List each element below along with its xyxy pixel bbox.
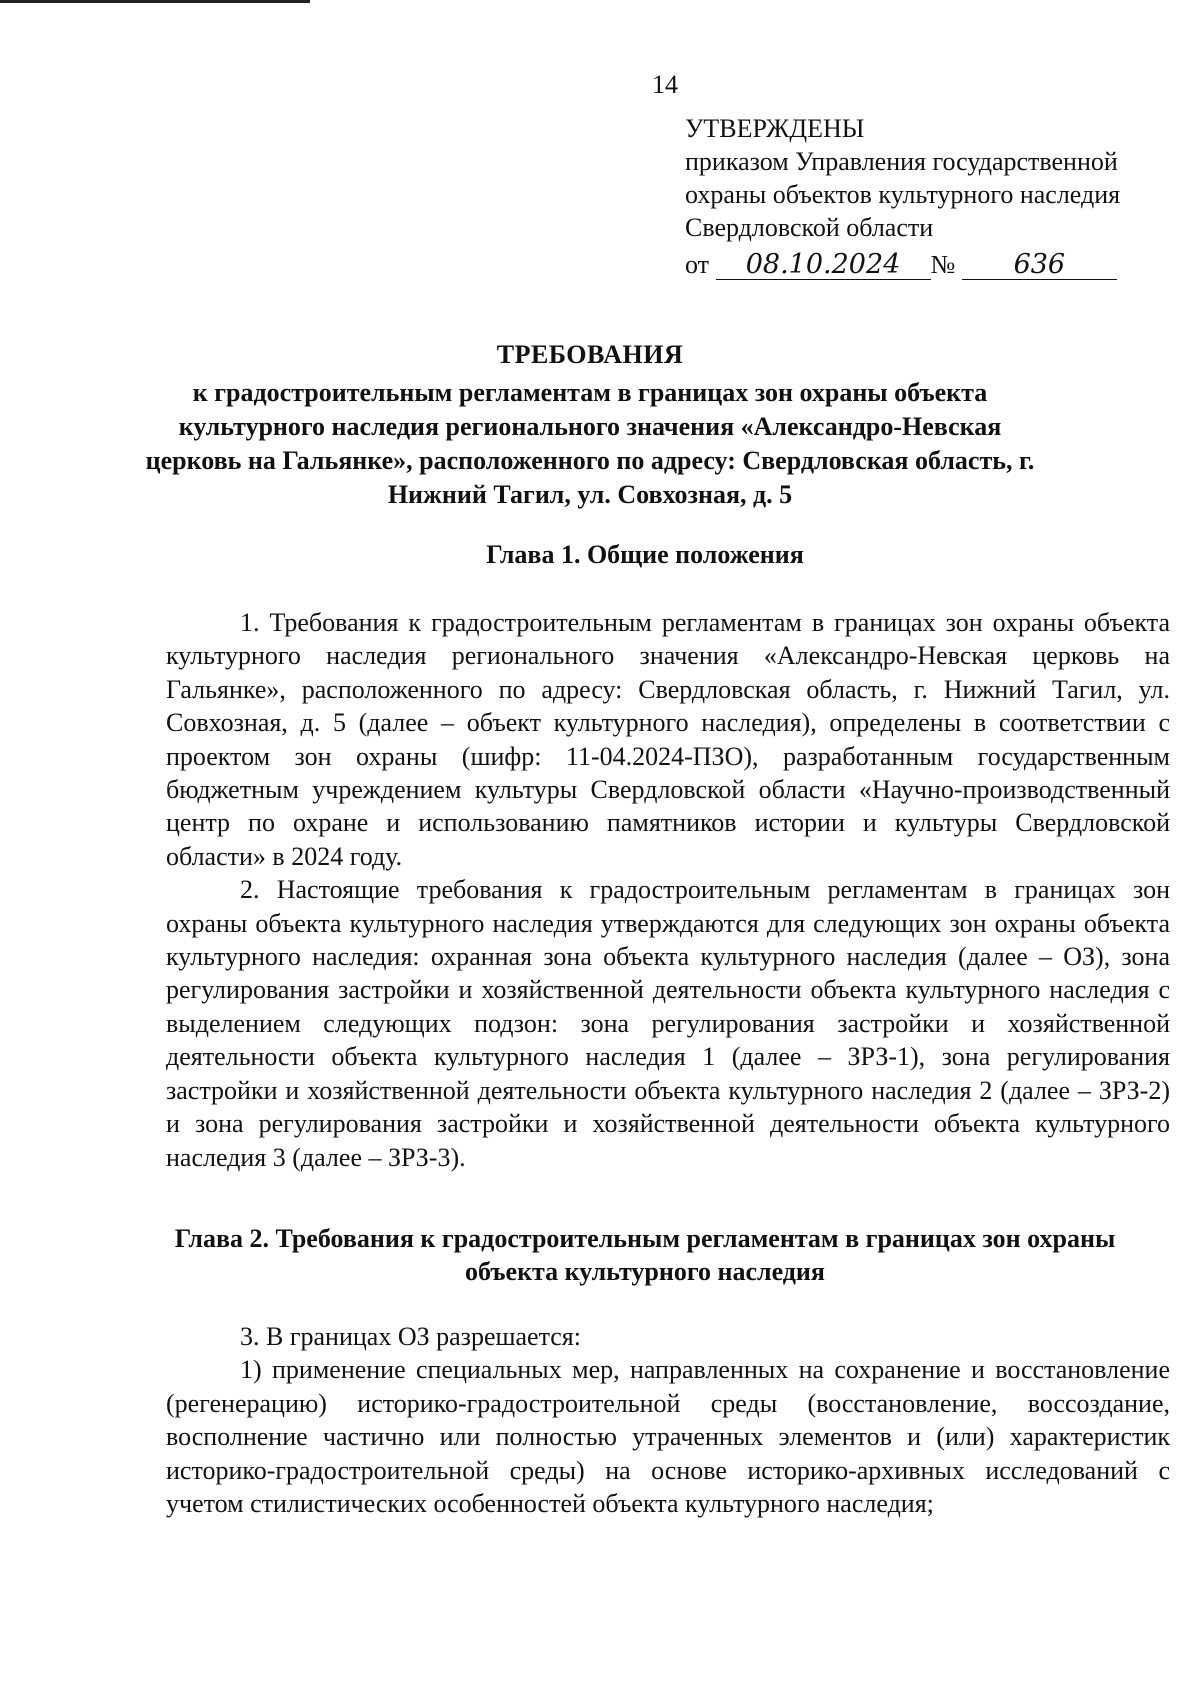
number-prefix: № — [930, 250, 956, 279]
paragraph-2: 2. Настоящие требования к градостроительным регламентам в границах зон охраны объекта культурного наследия утверждаются для следующих зон охраны объекта культурного наследия: охранная зона объекта культурного наследия (далее – ОЗ), зона регулирования застройки и хозяйственной деятельности объекта культурного наследия с выделением следующих подзон: зона регулирования застройки и хозяйственной деятельности объекта культурного наследия 1 (далее – ЗРЗ-1), зона регулирования застройки и хозяйственной деятельности объекта культурного наследия 2 (далее – ЗРЗ-2) и зона регулирования застройки и хозяйственной деятельности объекта культурного наследия 3 (далее – ЗРЗ-3). — [166, 875, 1170, 1172]
approval-line-1: приказом Управления государственной — [685, 147, 1118, 176]
chapter-2-body — [166, 1320, 1170, 1520]
approval-block — [685, 112, 1120, 281]
title-main: ТРЕБОВАНИЯ — [496, 340, 684, 369]
approval-heading: УТВЕРЖДЕНЫ — [685, 114, 865, 143]
chapter-1-body — [166, 606, 1170, 1174]
page-number: 14 — [652, 70, 678, 99]
handwritten-number: 636 — [962, 251, 1117, 280]
approval-line-3: Свердловской области — [685, 213, 934, 242]
chapter-2-heading: Глава 2. Требования к градостроительным регламентам в границах зон охраны объекта культурного наследия — [174, 1224, 1116, 1286]
chapter-1-heading: Глава 1. Общие положения — [486, 540, 804, 569]
document-title — [140, 338, 1040, 512]
approval-line-2: охраны объектов культурного наследия — [685, 180, 1121, 209]
paragraph-3-item-1: 1) применение специальных мер, направленных на сохранение и восстановление (регенерацию) историко-градостроительной среды (восстановление, воссоздание, восполнение частично или полностью утраченных элементов и (или) характеристик историко-градостроительной среды) на основе историко-архивных исследований с учетом стилистических особенностей объекта культурного наследия; — [166, 1355, 1170, 1519]
approval-date-line — [685, 248, 1120, 281]
date-prefix: от — [685, 250, 710, 279]
handwritten-date: 08.10.2024 — [716, 251, 931, 280]
paragraph-1: 1. Требования к градостроительным регламентам в границах зон охраны объекта культурного наследия регионального значения «Александро-Невская церковь на Гальянке», расположенного по адресу: Свердловская область, г. Нижний Тагил, ул. Совхозная, д. 5 (далее – объект культурного наследия), определены в соответствии с проектом зон охраны (шифр: 11-04.2024-ПЗО), разработанным государственным бюджетным учреждением культуры Свердловской области «Научно-производственный центр по охране и использованию памятников истории и культуры Свердловской области» в 2024 году. — [166, 608, 1170, 871]
scan-artifact-line — [0, 0, 310, 3]
paragraph-3: 3. В границах ОЗ разрешается: — [240, 1322, 581, 1351]
title-subtitle: к градостроительным регламентам в границах зон охраны объекта культурного наследия регионального значения «Александро-Невская церковь на Гальянке», расположенного по адресу: Свердловская область, г. Нижний Тагил, ул. Совхозная, д. 5 — [145, 378, 1035, 509]
